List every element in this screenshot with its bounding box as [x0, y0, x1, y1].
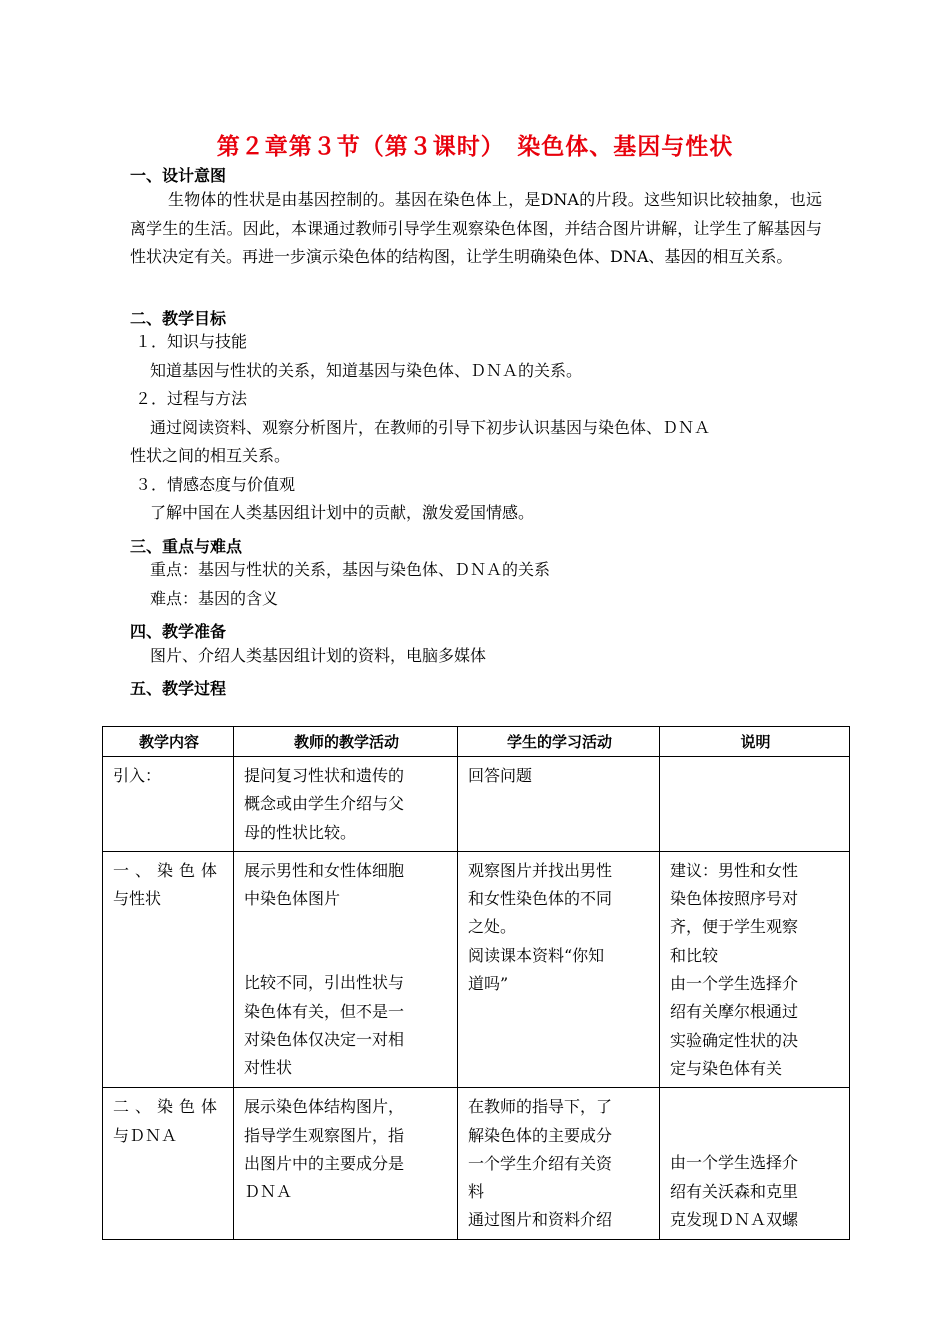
cell-teacher — [234, 851, 458, 1087]
goal-3-label: ３．情感态度与价值观 — [135, 475, 296, 494]
cell-student — [458, 757, 660, 852]
cell-line: 通过图片和资料介绍 — [468, 1210, 613, 1230]
cell-line: 对性状 — [244, 1058, 293, 1078]
focus-key-point: 重点：基因与性状的关系，基因与染色体、ＤＮＡ的关系 — [150, 560, 551, 579]
section-heading-focus: 三、重点与难点 — [130, 537, 243, 556]
cell-line: 与性状 — [113, 889, 162, 909]
focus-difficult-point: 难点：基因的含义 — [150, 589, 279, 608]
cell-note — [660, 851, 850, 1087]
table-row — [103, 851, 850, 1087]
cell-line: 对染色体仅决定一对相 — [244, 1030, 405, 1050]
teaching-process-table — [102, 726, 850, 1240]
cell-line: 实验确定性状的决 — [670, 1030, 799, 1050]
cell-line: 染色体按照序号对 — [670, 889, 799, 909]
goal-2-text-line-2: 性状之间的相互关系。 — [130, 446, 291, 465]
cell-spacer — [244, 913, 449, 969]
cell-line: 比较不同，引出性状与 — [244, 973, 405, 993]
cell-line: 提问复习性状和遗传的 — [244, 766, 405, 785]
cell-line: 绍有关沃森和克里 — [670, 1181, 799, 1201]
cell-line: 指导学生观察图片，指 — [244, 1125, 405, 1145]
cell-line: 和比较 — [670, 945, 719, 965]
prep-text: 图片、介绍人类基因组计划的资料，电脑多媒体 — [150, 646, 487, 665]
cell-line: 道吗” — [468, 974, 509, 994]
section-heading-prep: 四、教学准备 — [130, 622, 227, 641]
section-heading-goals: 二、教学目标 — [130, 309, 227, 328]
cell-line: 齐，便于学生观察 — [670, 917, 799, 937]
cell-line: 由一个学生选择介 — [670, 1153, 799, 1173]
cell-line: 由一个学生选择介 — [670, 974, 799, 994]
cell-line: 母的性状比较。 — [244, 822, 357, 842]
header-student-activity: 学生的学习活动 — [458, 727, 660, 757]
cell-line: 展示男性和女性体细胞 — [244, 860, 405, 880]
table-header-row — [103, 727, 850, 757]
cell-line: 定与染色体有关 — [670, 1058, 783, 1078]
document-title: 第２章第３节（第３课时） 染色体、基因与性状 — [216, 134, 734, 160]
section-heading-process: 五、教学过程 — [130, 679, 227, 698]
header-notes: 说明 — [660, 727, 850, 757]
cell-line: 克发现ＤＮＡ双螺 — [670, 1209, 799, 1229]
cell-line: 之处。 — [468, 917, 517, 937]
cell-line: 展示染色体结构图片， — [244, 1097, 405, 1117]
cell-teacher — [234, 1088, 458, 1239]
goal-2-label: ２．过程与方法 — [135, 389, 248, 408]
cell-line: 概念或由学生介绍与父 — [244, 794, 405, 814]
cell-teacher — [234, 757, 458, 852]
cell-line: 与ＤＮＡ — [113, 1125, 178, 1145]
cell-line: 在教师的指导下，了 — [468, 1097, 613, 1117]
cell-line: ＤＮＡ — [244, 1182, 293, 1202]
cell-content — [103, 851, 234, 1087]
goal-2-text-line-1: 通过阅读资料、观察分析图片，在教师的引导下初步认识基因与染色体、ＤＮＡ — [150, 418, 711, 437]
header-content: 教学内容 — [103, 727, 234, 757]
cell-line: 一、染色体 — [113, 860, 224, 880]
cell-line: 观察图片并找出男性 — [468, 860, 613, 880]
design-paragraph: 生物体的性状是由基因控制的。基因在染色体上，是DNA的片段。这些知识比较抽象，也远离学生的生活。因此，本课通过教师引导学生观察染色体图，并结合图片讲解，让学生了解基因与性状决定有关。再进一步演示染色体的结构图，让学生明确染色体、DNA、基因的相互关系。 — [130, 190, 822, 266]
cell-line: 建议：男性和女性 — [670, 860, 799, 880]
cell-line: 回答问题 — [468, 766, 533, 785]
goal-3-text: 了解中国在人类基因组计划中的贡献，激发爱国情感。 — [150, 503, 535, 522]
goal-1-label: １．知识与技能 — [135, 332, 248, 351]
cell-note — [660, 1088, 850, 1239]
cell-note — [660, 757, 850, 852]
cell-student — [458, 1088, 660, 1239]
cell-content — [103, 757, 234, 852]
cell-line: 和女性染色体的不同 — [468, 889, 613, 909]
section-heading-design: 一、设计意图 — [130, 166, 227, 185]
cell-line: 阅读课本资料“你知 — [468, 945, 605, 965]
cell-line: 引入： — [113, 766, 162, 785]
cell-line: 一个学生介绍有关资 — [468, 1153, 613, 1173]
cell-student — [458, 851, 660, 1087]
cell-line: 解染色体的主要成分 — [468, 1125, 613, 1145]
cell-spacer — [670, 1093, 841, 1149]
cell-line: 中染色体图片 — [244, 889, 341, 909]
table-row — [103, 1088, 850, 1239]
goal-1-text: 知道基因与性状的关系，知道基因与染色体、ＤＮＡ的关系。 — [150, 361, 583, 380]
cell-line: 二、染色体 — [113, 1097, 224, 1117]
table-row — [103, 757, 850, 852]
cell-content — [103, 1088, 234, 1239]
cell-line: 染色体有关，但不是一 — [244, 1001, 405, 1021]
header-teacher-activity: 教师的教学活动 — [234, 727, 458, 757]
cell-line: 出图片中的主要成分是 — [244, 1153, 405, 1173]
cell-line: 绍有关摩尔根通过 — [670, 1002, 799, 1022]
cell-line: 料 — [468, 1182, 485, 1202]
